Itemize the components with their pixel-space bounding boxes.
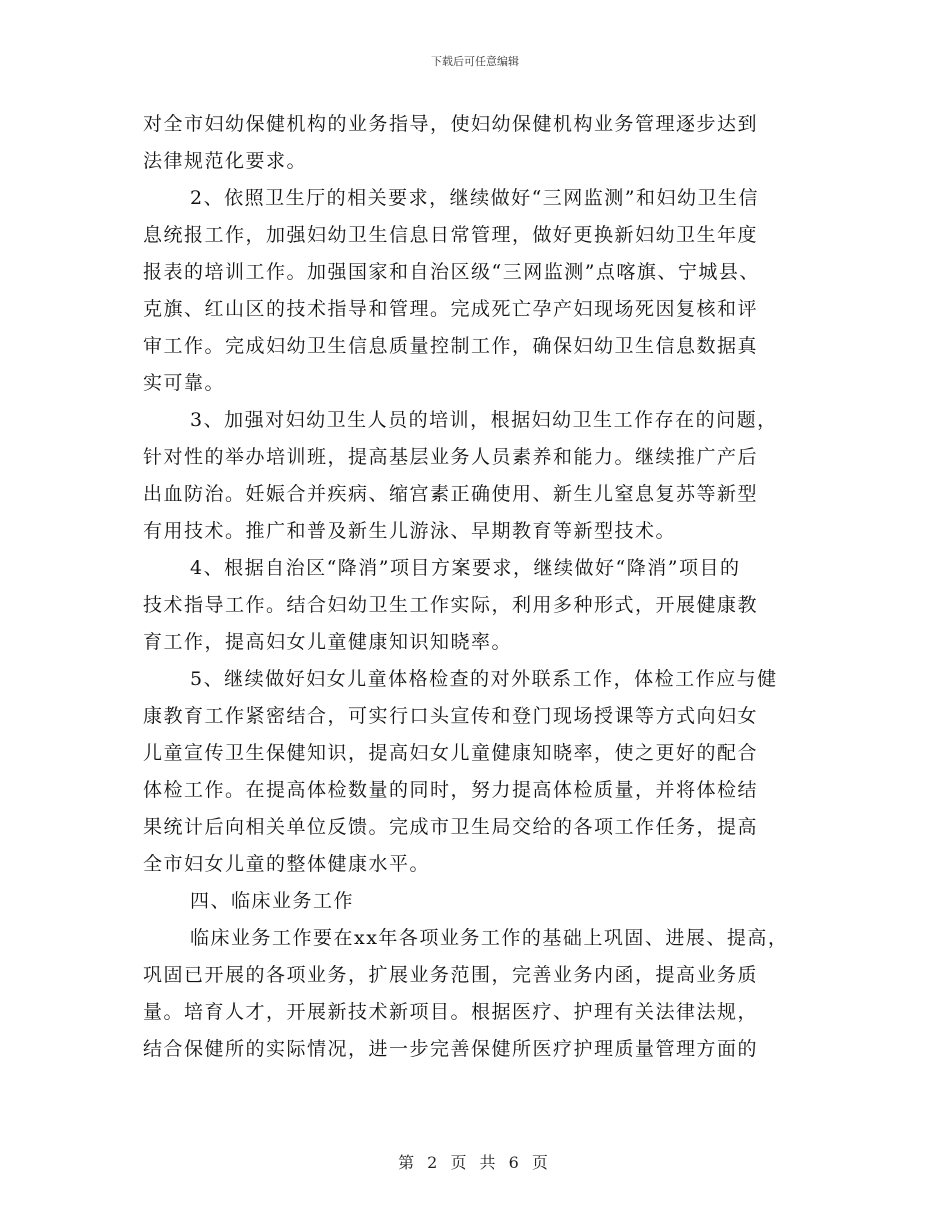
text-line: 全市妇女儿童的整体健康水平。 bbox=[143, 853, 431, 875]
paragraph-start-line: 3、加强对妇幼卫生人员的培训，根据妇幼卫生工作存在的问题， bbox=[190, 409, 778, 431]
text-line: 对全市妇幼保健机构的业务指导，使妇幼保健机构业务管理逐步达到 bbox=[143, 113, 759, 135]
text-line: 果统计后向相关单位反馈。完成市卫生局交给的各项工作任务，提高 bbox=[143, 816, 759, 838]
text-line: 实可靠。 bbox=[143, 372, 226, 394]
text-line: 技术指导工作。结合妇幼卫生工作实际，利用多种形式，开展健康教 bbox=[143, 594, 759, 616]
text-line: 审工作。完成妇幼卫生信息质量控制工作，确保妇幼卫生信息数据真 bbox=[143, 335, 759, 357]
text-line: 结合保健所的实际情况，进一步完善保健所医疗护理质量管理方面的 bbox=[143, 1038, 759, 1060]
text-line: 有用技术。推广和普及新生儿游泳、早期教育等新型技术。 bbox=[143, 520, 677, 542]
page-header: 下载后可任意编辑 bbox=[431, 55, 519, 68]
text-line: 息统报工作，加强妇幼卫生信息日常管理，做好更换新妇幼卫生年度 bbox=[143, 224, 759, 246]
text-line: 体检工作。在提高体检数量的同时，努力提高体检质量，并将体检结 bbox=[143, 779, 759, 801]
page-number-footer: 第 2 页 共 6 页 bbox=[398, 1153, 552, 1172]
paragraph-start-line: 临床业务工作要在xx年各项业务工作的基础上巩固、进展、提高， bbox=[190, 927, 789, 949]
text-line: 针对性的举办培训班，提高基层业务人员素养和能力。继续推广产后 bbox=[143, 446, 759, 468]
paragraph-start-line: 5、继续做好妇女儿童体格检查的对外联系工作，体检工作应与健 bbox=[190, 668, 778, 690]
text-line: 克旗、红山区的技术指导和管理。完成死亡孕产妇现场死因复核和评 bbox=[143, 298, 759, 320]
document-body bbox=[143, 106, 823, 1068]
paragraph-start-line: 4、根据自治区“降消”项目方案要求，继续做好“降消”项目的 bbox=[190, 557, 741, 579]
text-line: 出血防治。妊娠合并疾病、缩宫素正确使用、新生儿窒息复苏等新型 bbox=[143, 483, 759, 505]
text-line: 量。培育人才，开展新技术新项目。根据医疗、护理有关法律法规， bbox=[143, 1001, 759, 1023]
section-heading: 四、临床业务工作 bbox=[190, 890, 355, 912]
text-line: 育工作，提高妇女儿童健康知识知晓率。 bbox=[143, 631, 513, 653]
paragraph-start-line: 2、依照卫生厅的相关要求，继续做好“三网监测”和妇幼卫生信 bbox=[190, 187, 760, 209]
text-line: 巩固已开展的各项业务，扩展业务范围，完善业务内函，提高业务质 bbox=[143, 964, 759, 986]
text-line: 法律规范化要求。 bbox=[143, 150, 308, 172]
text-line: 报表的培训工作。加强国家和自治区级“三网监测”点喀旗、宁城县、 bbox=[143, 261, 760, 283]
text-line: 康教育工作紧密结合，可实行口头宣传和登门现场授课等方式向妇女 bbox=[143, 705, 759, 727]
text-line: 儿童宣传卫生保健知识，提高妇女儿童健康知晓率，使之更好的配合 bbox=[143, 742, 759, 764]
